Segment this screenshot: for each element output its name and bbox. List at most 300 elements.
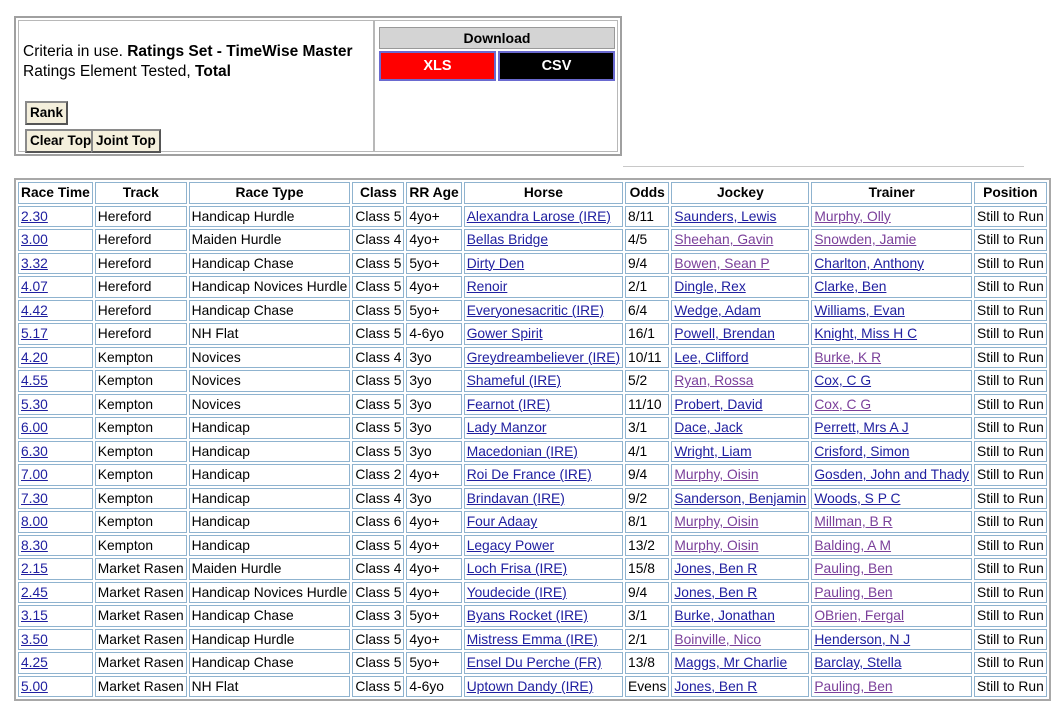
horse-link[interactable]: Bellas Bridge bbox=[466, 232, 548, 247]
element-line bbox=[23, 63, 231, 81]
download-title: Download bbox=[379, 27, 615, 49]
race-type-cell: Novices bbox=[189, 394, 351, 416]
criteria-panel bbox=[14, 16, 622, 156]
trainer-cell bbox=[811, 323, 972, 345]
odds-cell: 9/2 bbox=[625, 488, 669, 510]
trainer-link[interactable]: Barclay, Stella bbox=[814, 655, 902, 670]
trainer-cell bbox=[811, 605, 972, 627]
rr-age-cell: 3yo bbox=[406, 417, 461, 439]
rr-age-cell: 5yo+ bbox=[406, 652, 461, 674]
race-type-cell: Handicap bbox=[189, 464, 351, 486]
results-body bbox=[18, 206, 1047, 698]
horse-link[interactable]: Ensel Du Perche (FR) bbox=[466, 655, 602, 670]
track-cell: Hereford bbox=[95, 276, 187, 298]
class-cell: Class 5 bbox=[352, 417, 404, 439]
position-cell: Still to Run bbox=[974, 253, 1047, 275]
race-time-link[interactable]: 7.00 bbox=[21, 467, 48, 482]
jockey-cell bbox=[671, 676, 809, 698]
race-time-cell bbox=[18, 558, 93, 580]
class-cell: Class 2 bbox=[352, 464, 404, 486]
race-time-cell bbox=[18, 629, 93, 651]
race-time-link[interactable]: 4.42 bbox=[21, 302, 48, 318]
race-time-link[interactable]: 3.15 bbox=[21, 608, 48, 623]
race-time-cell bbox=[18, 582, 93, 604]
odds-cell: 4/5 bbox=[625, 229, 669, 251]
jockey-cell bbox=[671, 229, 809, 251]
trainer-cell bbox=[811, 676, 972, 698]
results-table-frame bbox=[14, 178, 1051, 701]
horse-link[interactable]: Four Adaay bbox=[466, 514, 538, 529]
jockey-cell bbox=[671, 464, 809, 486]
joint-top-button[interactable]: Joint Top bbox=[91, 129, 161, 153]
jockey-link[interactable]: Jones, Ben R bbox=[674, 678, 758, 694]
jockey-link[interactable]: Dingle, Rex bbox=[674, 279, 746, 294]
track-cell: Kempton bbox=[95, 511, 187, 533]
horse-cell bbox=[464, 323, 623, 345]
horse-link[interactable]: Fearnot (IRE) bbox=[466, 396, 551, 412]
position-cell: Still to Run bbox=[974, 229, 1047, 251]
criteria-line bbox=[23, 43, 352, 61]
trainer-link[interactable]: Millman, B R bbox=[814, 514, 893, 529]
race-time-cell bbox=[18, 394, 93, 416]
jockey-link[interactable]: Maggs, Mr Charlie bbox=[674, 655, 788, 670]
trainer-cell bbox=[811, 347, 972, 369]
odds-cell: 3/1 bbox=[625, 417, 669, 439]
horse-link[interactable]: Gower Spirit bbox=[466, 326, 543, 341]
jockey-link[interactable]: Sanderson, Benjamin bbox=[674, 490, 807, 506]
position-cell: Still to Run bbox=[974, 652, 1047, 674]
race-time-cell bbox=[18, 417, 93, 439]
track-cell: Kempton bbox=[95, 464, 187, 486]
odds-cell: 8/1 bbox=[625, 511, 669, 533]
table-row bbox=[18, 394, 1047, 416]
jockey-cell bbox=[671, 300, 809, 322]
trainer-link[interactable]: Charlton, Anthony bbox=[814, 255, 925, 271]
jockey-cell bbox=[671, 629, 809, 651]
trainer-cell bbox=[811, 417, 972, 439]
jockey-link[interactable]: Ryan, Rossa bbox=[674, 373, 754, 388]
position-cell: Still to Run bbox=[974, 605, 1047, 627]
jockey-link[interactable]: Sheehan, Gavin bbox=[674, 232, 774, 247]
track-cell: Kempton bbox=[95, 417, 187, 439]
horse-link[interactable]: Mistress Emma (IRE) bbox=[466, 631, 598, 647]
odds-cell: 3/1 bbox=[625, 605, 669, 627]
class-cell: Class 5 bbox=[352, 253, 404, 275]
race-type-cell: Handicap bbox=[189, 441, 351, 463]
trainer-link[interactable]: Pauling, Ben bbox=[814, 678, 893, 694]
table-row bbox=[18, 629, 1047, 651]
horse-cell bbox=[464, 652, 623, 674]
track-cell: Kempton bbox=[95, 488, 187, 510]
jockey-cell bbox=[671, 253, 809, 275]
trainer-link[interactable]: OBrien, Fergal bbox=[814, 608, 905, 623]
table-row bbox=[18, 652, 1047, 674]
column-header: Jockey bbox=[671, 182, 809, 204]
race-time-link[interactable]: 6.30 bbox=[21, 443, 48, 459]
rank-button[interactable]: Rank bbox=[25, 101, 68, 125]
track-cell: Hereford bbox=[95, 323, 187, 345]
horse-link[interactable]: Youdecide (IRE) bbox=[466, 584, 567, 600]
criteria-box bbox=[18, 20, 374, 152]
race-type-cell: NH Flat bbox=[189, 323, 351, 345]
jockey-cell bbox=[671, 558, 809, 580]
race-time-cell bbox=[18, 464, 93, 486]
race-type-cell: Handicap bbox=[189, 511, 351, 533]
trainer-cell bbox=[811, 300, 972, 322]
header-row bbox=[18, 182, 1047, 204]
jockey-link[interactable]: Probert, David bbox=[674, 396, 763, 412]
odds-cell: 8/11 bbox=[625, 206, 669, 228]
class-cell: Class 5 bbox=[352, 676, 404, 698]
rr-age-cell: 3yo bbox=[406, 370, 461, 392]
rr-age-cell: 3yo bbox=[406, 441, 461, 463]
jockey-cell bbox=[671, 582, 809, 604]
race-time-link[interactable]: 8.00 bbox=[21, 514, 48, 529]
xls-download-button[interactable]: XLS bbox=[379, 51, 496, 81]
trainer-cell bbox=[811, 511, 972, 533]
rr-age-cell: 4yo+ bbox=[406, 511, 461, 533]
jockey-link[interactable]: Wedge, Adam bbox=[674, 302, 761, 318]
odds-cell: 10/11 bbox=[625, 347, 669, 369]
track-cell: Market Rasen bbox=[95, 652, 187, 674]
track-cell: Kempton bbox=[95, 370, 187, 392]
jockey-cell bbox=[671, 347, 809, 369]
trainer-cell bbox=[811, 629, 972, 651]
race-type-cell: Handicap bbox=[189, 535, 351, 557]
column-header: Odds bbox=[625, 182, 669, 204]
jockey-cell bbox=[671, 652, 809, 674]
rr-age-cell: 4yo+ bbox=[406, 558, 461, 580]
race-type-cell: Handicap Chase bbox=[189, 605, 351, 627]
class-cell: Class 5 bbox=[352, 535, 404, 557]
race-time-cell bbox=[18, 323, 93, 345]
criteria-prefix: Criteria in use. bbox=[23, 43, 128, 60]
horse-link[interactable]: Brindavan (IRE) bbox=[466, 490, 565, 506]
table-row bbox=[18, 488, 1047, 510]
jockey-cell bbox=[671, 605, 809, 627]
race-time-cell bbox=[18, 511, 93, 533]
horse-link[interactable]: Macedonian (IRE) bbox=[466, 443, 578, 459]
rr-age-cell: 4-6yo bbox=[406, 676, 461, 698]
race-time-link[interactable]: 6.00 bbox=[21, 420, 48, 435]
position-cell: Still to Run bbox=[974, 511, 1047, 533]
ratings-set: Ratings Set - TimeWise Master bbox=[127, 43, 353, 60]
race-time-link[interactable]: 5.17 bbox=[21, 326, 48, 341]
race-type-cell: Maiden Hurdle bbox=[189, 558, 351, 580]
column-header: Race Time bbox=[18, 182, 93, 204]
race-type-cell: Handicap Novices Hurdle bbox=[189, 276, 351, 298]
rr-age-cell: 3yo bbox=[406, 347, 461, 369]
position-cell: Still to Run bbox=[974, 558, 1047, 580]
position-cell: Still to Run bbox=[974, 206, 1047, 228]
rr-age-cell: 5yo+ bbox=[406, 253, 461, 275]
position-cell: Still to Run bbox=[974, 629, 1047, 651]
horse-link[interactable]: Greydreambeliever (IRE) bbox=[466, 349, 621, 365]
table-row bbox=[18, 464, 1047, 486]
race-time-cell bbox=[18, 276, 93, 298]
position-cell: Still to Run bbox=[974, 394, 1047, 416]
position-cell: Still to Run bbox=[974, 676, 1047, 698]
column-header: Race Type bbox=[189, 182, 351, 204]
jockey-cell bbox=[671, 535, 809, 557]
race-time-link[interactable]: 2.30 bbox=[21, 208, 48, 224]
race-time-link[interactable]: 4.20 bbox=[21, 349, 48, 365]
position-cell: Still to Run bbox=[974, 488, 1047, 510]
jockey-link[interactable]: Jones, Ben R bbox=[674, 561, 758, 576]
trainer-cell bbox=[811, 535, 972, 557]
class-cell: Class 5 bbox=[352, 300, 404, 322]
rr-age-cell: 4yo+ bbox=[406, 206, 461, 228]
trainer-link[interactable]: Balding, A M bbox=[814, 537, 892, 553]
horse-cell bbox=[464, 370, 623, 392]
race-type-cell: Handicap Chase bbox=[189, 253, 351, 275]
odds-cell: 16/1 bbox=[625, 323, 669, 345]
race-time-link[interactable]: 2.15 bbox=[21, 561, 48, 576]
position-cell: Still to Run bbox=[974, 300, 1047, 322]
table-row bbox=[18, 370, 1047, 392]
race-time-cell bbox=[18, 535, 93, 557]
trainer-link[interactable]: Snowden, Jamie bbox=[814, 232, 917, 247]
table-row bbox=[18, 229, 1047, 251]
race-type-cell: Novices bbox=[189, 347, 351, 369]
table-row bbox=[18, 347, 1047, 369]
horse-link[interactable]: Everyonesacritic (IRE) bbox=[466, 302, 604, 318]
divider bbox=[623, 166, 1024, 167]
race-type-cell: Handicap Hurdle bbox=[189, 206, 351, 228]
horse-link[interactable]: Dirty Den bbox=[466, 255, 525, 271]
odds-cell: 15/8 bbox=[625, 558, 669, 580]
trainer-cell bbox=[811, 441, 972, 463]
horse-link[interactable]: Lady Manzor bbox=[466, 420, 547, 435]
class-cell: Class 4 bbox=[352, 347, 404, 369]
race-time-link[interactable]: 4.07 bbox=[21, 279, 48, 294]
race-time-link[interactable]: 3.32 bbox=[21, 255, 48, 271]
jockey-link[interactable]: Saunders, Lewis bbox=[674, 208, 777, 224]
trainer-cell bbox=[811, 464, 972, 486]
track-cell: Market Rasen bbox=[95, 605, 187, 627]
jockey-link[interactable]: Powell, Brendan bbox=[674, 326, 775, 341]
jockey-cell bbox=[671, 276, 809, 298]
track-cell: Kempton bbox=[95, 535, 187, 557]
jockey-link[interactable]: Wright, Liam bbox=[674, 443, 752, 459]
jockey-cell bbox=[671, 323, 809, 345]
track-cell: Market Rasen bbox=[95, 676, 187, 698]
horse-link[interactable]: Renoir bbox=[466, 279, 508, 294]
class-cell: Class 4 bbox=[352, 229, 404, 251]
class-cell: Class 5 bbox=[352, 582, 404, 604]
ratings-element: Total bbox=[195, 63, 231, 80]
trainer-link[interactable]: Cox, C G bbox=[814, 373, 872, 388]
table-row bbox=[18, 417, 1047, 439]
class-cell: Class 6 bbox=[352, 511, 404, 533]
rr-age-cell: 4yo+ bbox=[406, 464, 461, 486]
horse-cell bbox=[464, 276, 623, 298]
race-time-link[interactable]: 4.25 bbox=[21, 655, 48, 670]
race-time-link[interactable]: 3.50 bbox=[21, 631, 48, 647]
trainer-link[interactable]: Clarke, Ben bbox=[814, 279, 887, 294]
horse-cell bbox=[464, 558, 623, 580]
race-time-cell bbox=[18, 206, 93, 228]
jockey-link[interactable]: Boinville, Nico bbox=[674, 631, 762, 647]
jockey-link[interactable]: Murphy, Oisin bbox=[674, 467, 759, 482]
race-time-cell bbox=[18, 605, 93, 627]
trainer-link[interactable]: Knight, Miss H C bbox=[814, 326, 918, 341]
race-time-link[interactable]: 3.00 bbox=[21, 232, 48, 247]
trainer-link[interactable]: Crisford, Simon bbox=[814, 443, 910, 459]
jockey-link[interactable]: Murphy, Oisin bbox=[674, 514, 759, 529]
table-row bbox=[18, 535, 1047, 557]
jockey-link[interactable]: Burke, Jonathan bbox=[674, 608, 775, 623]
column-header: RR Age bbox=[406, 182, 461, 204]
race-time-link[interactable]: 4.55 bbox=[21, 373, 48, 388]
track-cell: Market Rasen bbox=[95, 582, 187, 604]
odds-cell: 5/2 bbox=[625, 370, 669, 392]
table-row bbox=[18, 511, 1047, 533]
jockey-link[interactable]: Murphy, Oisin bbox=[674, 537, 759, 553]
horse-link[interactable]: Shameful (IRE) bbox=[466, 373, 562, 388]
trainer-cell bbox=[811, 488, 972, 510]
rr-age-cell: 4yo+ bbox=[406, 229, 461, 251]
odds-cell: 4/1 bbox=[625, 441, 669, 463]
race-time-cell bbox=[18, 253, 93, 275]
position-cell: Still to Run bbox=[974, 370, 1047, 392]
trainer-link[interactable]: Perrett, Mrs A J bbox=[814, 420, 909, 435]
jockey-link[interactable]: Lee, Clifford bbox=[674, 349, 749, 365]
position-cell: Still to Run bbox=[974, 417, 1047, 439]
track-cell: Hereford bbox=[95, 253, 187, 275]
race-time-cell bbox=[18, 652, 93, 674]
trainer-cell bbox=[811, 652, 972, 674]
table-row bbox=[18, 276, 1047, 298]
track-cell: Hereford bbox=[95, 206, 187, 228]
odds-cell: 2/1 bbox=[625, 276, 669, 298]
race-time-link[interactable]: 5.00 bbox=[21, 678, 48, 694]
trainer-cell bbox=[811, 558, 972, 580]
race-time-link[interactable]: 5.30 bbox=[21, 396, 48, 412]
class-cell: Class 3 bbox=[352, 605, 404, 627]
trainer-cell bbox=[811, 276, 972, 298]
position-cell: Still to Run bbox=[974, 276, 1047, 298]
trainer-link[interactable]: Pauling, Ben bbox=[814, 561, 893, 576]
trainer-cell bbox=[811, 206, 972, 228]
trainer-link[interactable]: Burke, K R bbox=[814, 349, 882, 365]
table-row bbox=[18, 558, 1047, 580]
odds-cell: 2/1 bbox=[625, 629, 669, 651]
odds-cell: 9/4 bbox=[625, 253, 669, 275]
horse-link[interactable]: Legacy Power bbox=[466, 537, 555, 553]
column-header: Class bbox=[352, 182, 404, 204]
race-time-cell bbox=[18, 300, 93, 322]
track-cell: Hereford bbox=[95, 229, 187, 251]
race-type-cell: Handicap Chase bbox=[189, 300, 351, 322]
table-row bbox=[18, 300, 1047, 322]
position-cell: Still to Run bbox=[974, 323, 1047, 345]
race-type-cell: Handicap Novices Hurdle bbox=[189, 582, 351, 604]
track-cell: Market Rasen bbox=[95, 558, 187, 580]
track-cell: Kempton bbox=[95, 441, 187, 463]
horse-link[interactable]: Roi De France (IRE) bbox=[466, 467, 592, 482]
class-cell: Class 5 bbox=[352, 629, 404, 651]
position-cell: Still to Run bbox=[974, 441, 1047, 463]
trainer-link[interactable]: Woods, S P C bbox=[814, 490, 901, 506]
race-time-cell bbox=[18, 676, 93, 698]
horse-link[interactable]: Loch Frisa (IRE) bbox=[466, 561, 568, 576]
trainer-link[interactable]: Henderson, N J bbox=[814, 631, 911, 647]
jockey-cell bbox=[671, 206, 809, 228]
race-time-link[interactable]: 7.30 bbox=[21, 490, 48, 506]
table-row bbox=[18, 582, 1047, 604]
class-cell: Class 5 bbox=[352, 370, 404, 392]
jockey-link[interactable]: Jones, Ben R bbox=[674, 584, 758, 600]
position-cell: Still to Run bbox=[974, 347, 1047, 369]
trainer-cell bbox=[811, 229, 972, 251]
trainer-link[interactable]: Gosden, John and Thady bbox=[814, 467, 970, 482]
horse-link[interactable]: Uptown Dandy (IRE) bbox=[466, 678, 594, 694]
trainer-link[interactable]: Pauling, Ben bbox=[814, 584, 893, 600]
rr-age-cell: 4yo+ bbox=[406, 276, 461, 298]
table-row bbox=[18, 253, 1047, 275]
horse-cell bbox=[464, 300, 623, 322]
race-time-cell bbox=[18, 229, 93, 251]
horse-cell bbox=[464, 229, 623, 251]
race-type-cell: Handicap Hurdle bbox=[189, 629, 351, 651]
trainer-cell bbox=[811, 253, 972, 275]
horse-cell bbox=[464, 535, 623, 557]
horse-link[interactable]: Byans Rocket (IRE) bbox=[466, 608, 588, 623]
element-prefix: Ratings Element Tested, bbox=[23, 63, 196, 80]
jockey-cell bbox=[671, 394, 809, 416]
csv-download-button[interactable]: CSV bbox=[498, 51, 615, 81]
rr-age-cell: 3yo bbox=[406, 488, 461, 510]
race-time-cell bbox=[18, 488, 93, 510]
horse-cell bbox=[464, 488, 623, 510]
trainer-cell bbox=[811, 394, 972, 416]
odds-cell: 13/8 bbox=[625, 652, 669, 674]
jockey-cell bbox=[671, 511, 809, 533]
trainer-cell bbox=[811, 582, 972, 604]
track-cell: Kempton bbox=[95, 347, 187, 369]
race-time-link[interactable]: 2.45 bbox=[21, 584, 48, 600]
column-header: Horse bbox=[464, 182, 623, 204]
rr-age-cell: 5yo+ bbox=[406, 605, 461, 627]
rr-age-cell: 4yo+ bbox=[406, 582, 461, 604]
jockey-link[interactable]: Dace, Jack bbox=[674, 420, 743, 435]
horse-link[interactable]: Alexandra Larose (IRE) bbox=[466, 208, 611, 224]
horse-cell bbox=[464, 629, 623, 651]
race-time-cell bbox=[18, 370, 93, 392]
race-time-link[interactable]: 8.30 bbox=[21, 537, 48, 553]
race-type-cell: Maiden Hurdle bbox=[189, 229, 351, 251]
track-cell: Hereford bbox=[95, 300, 187, 322]
table-row bbox=[18, 605, 1047, 627]
class-cell: Class 4 bbox=[352, 558, 404, 580]
odds-cell: Evens bbox=[625, 676, 669, 698]
horse-cell bbox=[464, 417, 623, 439]
clear-top-button[interactable]: Clear Top bbox=[25, 129, 96, 153]
trainer-link[interactable]: Murphy, Olly bbox=[814, 208, 891, 224]
class-cell: Class 5 bbox=[352, 206, 404, 228]
download-box bbox=[374, 20, 618, 152]
trainer-link[interactable]: Cox, C G bbox=[814, 396, 872, 412]
class-cell: Class 5 bbox=[352, 652, 404, 674]
race-type-cell: Handicap bbox=[189, 488, 351, 510]
trainer-cell bbox=[811, 370, 972, 392]
track-cell: Market Rasen bbox=[95, 629, 187, 651]
class-cell: Class 5 bbox=[352, 323, 404, 345]
jockey-link[interactable]: Bowen, Sean P bbox=[674, 255, 770, 271]
odds-cell: 9/4 bbox=[625, 582, 669, 604]
trainer-link[interactable]: Williams, Evan bbox=[814, 302, 905, 318]
